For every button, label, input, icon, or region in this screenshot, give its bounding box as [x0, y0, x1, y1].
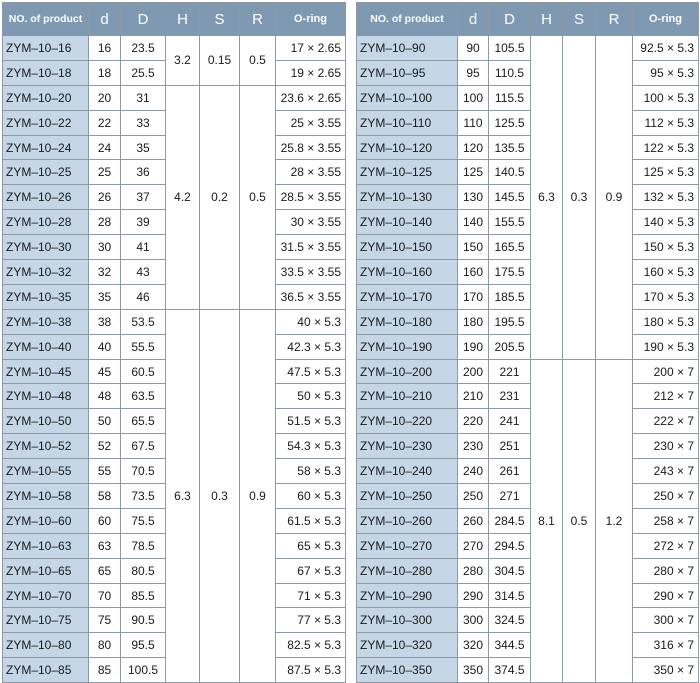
- o-ring-cell: 122 × 5.3: [633, 135, 699, 160]
- product-no-cell: ZYM–10–140: [357, 210, 458, 235]
- d-inner-cell: 20: [89, 85, 121, 110]
- product-table-left: [2, 2, 346, 683]
- table-row: [357, 459, 699, 484]
- r-value-cell: 0.5: [240, 85, 276, 309]
- d-outer-cell: 67.5: [121, 434, 166, 459]
- product-no-cell: ZYM–10–220: [357, 409, 458, 434]
- header-s: S: [200, 3, 240, 36]
- o-ring-cell: 51.5 × 5.3: [276, 409, 346, 434]
- o-ring-cell: 28 × 3.55: [276, 160, 346, 185]
- d-inner-cell: 63: [89, 533, 121, 558]
- d-outer-cell: 95.5: [121, 633, 166, 658]
- table-row: [357, 309, 699, 334]
- d-inner-cell: 48: [89, 384, 121, 409]
- d-outer-cell: 63.5: [121, 384, 166, 409]
- product-no-cell: ZYM–10–58: [3, 484, 89, 509]
- product-no-cell: ZYM–10–260: [357, 508, 458, 533]
- s-value-cell: 0.5: [563, 359, 596, 683]
- header-row: [3, 3, 346, 36]
- product-no-cell: ZYM–10–18: [3, 60, 89, 85]
- product-no-cell: ZYM–10–70: [3, 583, 89, 608]
- d-outer-cell: 105.5: [489, 36, 531, 61]
- header-r: R: [240, 3, 276, 36]
- product-no-cell: ZYM–10–170: [357, 284, 458, 309]
- d-outer-cell: 31: [121, 85, 166, 110]
- product-no-cell: ZYM–10–350: [357, 658, 458, 683]
- d-outer-cell: 85.5: [121, 583, 166, 608]
- d-outer-cell: 78.5: [121, 533, 166, 558]
- d-inner-cell: 240: [458, 459, 489, 484]
- table-row: [357, 36, 699, 61]
- d-inner-cell: 85: [89, 658, 121, 683]
- d-outer-cell: 73.5: [121, 484, 166, 509]
- d-inner-cell: 40: [89, 334, 121, 359]
- table-row: [357, 110, 699, 135]
- d-inner-cell: 220: [458, 409, 489, 434]
- product-no-cell: ZYM–10–130: [357, 185, 458, 210]
- o-ring-cell: 222 × 7: [633, 409, 699, 434]
- table-row: [357, 633, 699, 658]
- d-outer-cell: 165.5: [489, 235, 531, 260]
- d-outer-cell: 185.5: [489, 284, 531, 309]
- product-no-cell: ZYM–10–95: [357, 60, 458, 85]
- o-ring-cell: 40 × 5.3: [276, 309, 346, 334]
- d-inner-cell: 350: [458, 658, 489, 683]
- product-no-cell: ZYM–10–25: [3, 160, 89, 185]
- d-inner-cell: 110: [458, 110, 489, 135]
- d-outer-cell: 35: [121, 135, 166, 160]
- header-product-no: NO. of product: [3, 3, 89, 36]
- d-outer-cell: 37: [121, 185, 166, 210]
- d-outer-cell: 90.5: [121, 608, 166, 633]
- product-no-cell: ZYM–10–160: [357, 260, 458, 285]
- d-inner-cell: 50: [89, 409, 121, 434]
- product-no-cell: ZYM–10–32: [3, 260, 89, 285]
- d-outer-cell: 65.5: [121, 409, 166, 434]
- d-inner-cell: 320: [458, 633, 489, 658]
- table-row: [357, 484, 699, 509]
- d-inner-cell: 210: [458, 384, 489, 409]
- product-no-cell: ZYM–10–300: [357, 608, 458, 633]
- o-ring-cell: 61.5 × 5.3: [276, 508, 346, 533]
- product-no-cell: ZYM–10–85: [3, 658, 89, 683]
- product-no-cell: ZYM–10–210: [357, 384, 458, 409]
- o-ring-cell: 77 × 5.3: [276, 608, 346, 633]
- d-inner-cell: 60: [89, 508, 121, 533]
- d-inner-cell: 35: [89, 284, 121, 309]
- o-ring-cell: 25 × 3.55: [276, 110, 346, 135]
- o-ring-cell: 200 × 7: [633, 359, 699, 384]
- d-outer-cell: 140.5: [489, 160, 531, 185]
- o-ring-cell: 316 × 7: [633, 633, 699, 658]
- d-inner-cell: 190: [458, 334, 489, 359]
- d-outer-cell: 221: [489, 359, 531, 384]
- header-h: H: [166, 3, 200, 36]
- d-outer-cell: 284.5: [489, 508, 531, 533]
- d-inner-cell: 70: [89, 583, 121, 608]
- o-ring-cell: 58 × 5.3: [276, 459, 346, 484]
- d-outer-cell: 195.5: [489, 309, 531, 334]
- table-row: [357, 608, 699, 633]
- header-o-ring: O-ring: [276, 3, 346, 36]
- o-ring-cell: 190 × 5.3: [633, 334, 699, 359]
- header-d-outer: D: [121, 3, 166, 36]
- table-row: [357, 284, 699, 309]
- product-no-cell: ZYM–10–150: [357, 235, 458, 260]
- d-outer-cell: 36: [121, 160, 166, 185]
- product-no-cell: ZYM–10–26: [3, 185, 89, 210]
- d-inner-cell: 52: [89, 434, 121, 459]
- d-outer-cell: 304.5: [489, 558, 531, 583]
- product-no-cell: ZYM–10–16: [3, 36, 89, 61]
- h-value-cell: 4.2: [166, 85, 200, 309]
- o-ring-cell: 290 × 7: [633, 583, 699, 608]
- d-inner-cell: 250: [458, 484, 489, 509]
- d-outer-cell: 205.5: [489, 334, 531, 359]
- d-inner-cell: 290: [458, 583, 489, 608]
- table-row: [357, 533, 699, 558]
- d-outer-cell: 46: [121, 284, 166, 309]
- product-no-cell: ZYM–10–320: [357, 633, 458, 658]
- table-row: [357, 210, 699, 235]
- o-ring-cell: 243 × 7: [633, 459, 699, 484]
- d-outer-cell: 324.5: [489, 608, 531, 633]
- o-ring-cell: 95 × 5.3: [633, 60, 699, 85]
- d-outer-cell: 53.5: [121, 309, 166, 334]
- table-body-right: [357, 36, 699, 683]
- table-row: [357, 160, 699, 185]
- d-inner-cell: 180: [458, 309, 489, 334]
- r-value-cell: 0.9: [596, 36, 633, 360]
- o-ring-cell: 280 × 7: [633, 558, 699, 583]
- d-outer-cell: 55.5: [121, 334, 166, 359]
- table-body-left: [3, 36, 346, 683]
- r-value-cell: 0.9: [240, 309, 276, 682]
- d-outer-cell: 261: [489, 459, 531, 484]
- d-outer-cell: 374.5: [489, 658, 531, 683]
- o-ring-cell: 180 × 5.3: [633, 309, 699, 334]
- o-ring-cell: 65 × 5.3: [276, 533, 346, 558]
- d-outer-cell: 33: [121, 110, 166, 135]
- d-inner-cell: 28: [89, 210, 121, 235]
- o-ring-cell: 250 × 7: [633, 484, 699, 509]
- o-ring-cell: 19 × 2.65: [276, 60, 346, 85]
- r-value-cell: 0.5: [240, 36, 276, 86]
- table-row: [357, 583, 699, 608]
- header-product-no: NO. of product: [357, 3, 458, 36]
- o-ring-cell: 212 × 7: [633, 384, 699, 409]
- d-outer-cell: 135.5: [489, 135, 531, 160]
- o-ring-cell: 87.5 × 5.3: [276, 658, 346, 683]
- d-inner-cell: 100: [458, 85, 489, 110]
- o-ring-cell: 71 × 5.3: [276, 583, 346, 608]
- d-outer-cell: 80.5: [121, 558, 166, 583]
- o-ring-cell: 300 × 7: [633, 608, 699, 633]
- table-row: [357, 235, 699, 260]
- table-row: [3, 309, 346, 334]
- d-inner-cell: 140: [458, 210, 489, 235]
- product-no-cell: ZYM–10–180: [357, 309, 458, 334]
- s-value-cell: 0.3: [563, 36, 596, 360]
- d-outer-cell: 110.5: [489, 60, 531, 85]
- header-r: R: [596, 3, 633, 36]
- s-value-cell: 0.2: [200, 85, 240, 309]
- o-ring-cell: 54.3 × 5.3: [276, 434, 346, 459]
- o-ring-cell: 230 × 7: [633, 434, 699, 459]
- d-inner-cell: 80: [89, 633, 121, 658]
- o-ring-cell: 33.5 × 3.55: [276, 260, 346, 285]
- table-row: [357, 334, 699, 359]
- product-no-cell: ZYM–10–65: [3, 558, 89, 583]
- product-no-cell: ZYM–10–45: [3, 359, 89, 384]
- d-inner-cell: 150: [458, 235, 489, 260]
- product-no-cell: ZYM–10–80: [3, 633, 89, 658]
- product-no-cell: ZYM–10–28: [3, 210, 89, 235]
- d-inner-cell: 26: [89, 185, 121, 210]
- o-ring-cell: 31.5 × 3.55: [276, 235, 346, 260]
- header-h: H: [531, 3, 563, 36]
- d-outer-cell: 231: [489, 384, 531, 409]
- product-no-cell: ZYM–10–60: [3, 508, 89, 533]
- o-ring-cell: 82.5 × 5.3: [276, 633, 346, 658]
- d-outer-cell: 60.5: [121, 359, 166, 384]
- d-inner-cell: 200: [458, 359, 489, 384]
- header-row: [357, 3, 699, 36]
- product-no-cell: ZYM–10–24: [3, 135, 89, 160]
- o-ring-cell: 150 × 5.3: [633, 235, 699, 260]
- product-no-cell: ZYM–10–250: [357, 484, 458, 509]
- product-no-cell: ZYM–10–63: [3, 533, 89, 558]
- header-d-inner: d: [458, 3, 489, 36]
- d-outer-cell: 43: [121, 260, 166, 285]
- d-inner-cell: 75: [89, 608, 121, 633]
- o-ring-cell: 17 × 2.65: [276, 36, 346, 61]
- o-ring-cell: 125 × 5.3: [633, 160, 699, 185]
- table-row: [357, 260, 699, 285]
- product-no-cell: ZYM–10–290: [357, 583, 458, 608]
- d-outer-cell: 75.5: [121, 508, 166, 533]
- table-row: [3, 36, 346, 61]
- d-outer-cell: 25.5: [121, 60, 166, 85]
- d-inner-cell: 45: [89, 359, 121, 384]
- h-value-cell: 3.2: [166, 36, 200, 86]
- product-no-cell: ZYM–10–200: [357, 359, 458, 384]
- d-inner-cell: 170: [458, 284, 489, 309]
- product-no-cell: ZYM–10–35: [3, 284, 89, 309]
- header-d-outer: D: [489, 3, 531, 36]
- d-outer-cell: 145.5: [489, 185, 531, 210]
- d-inner-cell: 22: [89, 110, 121, 135]
- d-inner-cell: 300: [458, 608, 489, 633]
- d-inner-cell: 38: [89, 309, 121, 334]
- d-inner-cell: 260: [458, 508, 489, 533]
- d-outer-cell: 251: [489, 434, 531, 459]
- o-ring-cell: 28.5 × 3.55: [276, 185, 346, 210]
- o-ring-cell: 30 × 3.55: [276, 210, 346, 235]
- d-inner-cell: 25: [89, 160, 121, 185]
- d-outer-cell: 41: [121, 235, 166, 260]
- table-row: [357, 359, 699, 384]
- table-row: [357, 434, 699, 459]
- product-no-cell: ZYM–10–48: [3, 384, 89, 409]
- d-outer-cell: 125.5: [489, 110, 531, 135]
- o-ring-cell: 36.5 × 3.55: [276, 284, 346, 309]
- o-ring-cell: 23.6 × 2.65: [276, 85, 346, 110]
- o-ring-cell: 258 × 7: [633, 508, 699, 533]
- product-no-cell: ZYM–10–110: [357, 110, 458, 135]
- d-outer-cell: 155.5: [489, 210, 531, 235]
- d-inner-cell: 120: [458, 135, 489, 160]
- o-ring-cell: 50 × 5.3: [276, 384, 346, 409]
- table-row: [357, 658, 699, 683]
- d-inner-cell: 230: [458, 434, 489, 459]
- s-value-cell: 0.3: [200, 309, 240, 682]
- d-inner-cell: 280: [458, 558, 489, 583]
- d-outer-cell: 23.5: [121, 36, 166, 61]
- d-inner-cell: 24: [89, 135, 121, 160]
- product-no-cell: ZYM–10–20: [3, 85, 89, 110]
- d-inner-cell: 160: [458, 260, 489, 285]
- s-value-cell: 0.15: [200, 36, 240, 86]
- product-no-cell: ZYM–10–55: [3, 459, 89, 484]
- d-outer-cell: 115.5: [489, 85, 531, 110]
- d-inner-cell: 55: [89, 459, 121, 484]
- d-inner-cell: 16: [89, 36, 121, 61]
- product-no-cell: ZYM–10–40: [3, 334, 89, 359]
- o-ring-cell: 160 × 5.3: [633, 260, 699, 285]
- product-no-cell: ZYM–10–75: [3, 608, 89, 633]
- d-outer-cell: 70.5: [121, 459, 166, 484]
- o-ring-cell: 25.8 × 3.55: [276, 135, 346, 160]
- d-outer-cell: 344.5: [489, 633, 531, 658]
- o-ring-cell: 47.5 × 5.3: [276, 359, 346, 384]
- product-no-cell: ZYM–10–90: [357, 36, 458, 61]
- table-row: [3, 85, 346, 110]
- d-inner-cell: 30: [89, 235, 121, 260]
- d-inner-cell: 18: [89, 60, 121, 85]
- table-row: [357, 135, 699, 160]
- d-inner-cell: 58: [89, 484, 121, 509]
- o-ring-cell: 140 × 5.3: [633, 210, 699, 235]
- product-no-cell: ZYM–10–280: [357, 558, 458, 583]
- o-ring-cell: 60 × 5.3: [276, 484, 346, 509]
- product-no-cell: ZYM–10–30: [3, 235, 89, 260]
- o-ring-cell: 112 × 5.3: [633, 110, 699, 135]
- product-no-cell: ZYM–10–190: [357, 334, 458, 359]
- product-no-cell: ZYM–10–120: [357, 135, 458, 160]
- h-value-cell: 8.1: [531, 359, 563, 683]
- product-no-cell: ZYM–10–125: [357, 160, 458, 185]
- o-ring-cell: 170 × 5.3: [633, 284, 699, 309]
- d-inner-cell: 270: [458, 533, 489, 558]
- product-no-cell: ZYM–10–52: [3, 434, 89, 459]
- table-row: [357, 384, 699, 409]
- o-ring-cell: 42.3 × 5.3: [276, 334, 346, 359]
- d-outer-cell: 294.5: [489, 533, 531, 558]
- header-d-inner: d: [89, 3, 121, 36]
- product-no-cell: ZYM–10–230: [357, 434, 458, 459]
- header-s: S: [563, 3, 596, 36]
- d-inner-cell: 95: [458, 60, 489, 85]
- d-inner-cell: 65: [89, 558, 121, 583]
- d-outer-cell: 100.5: [121, 658, 166, 683]
- o-ring-cell: 67 × 5.3: [276, 558, 346, 583]
- d-outer-cell: 271: [489, 484, 531, 509]
- table-row: [357, 60, 699, 85]
- d-outer-cell: 39: [121, 210, 166, 235]
- d-inner-cell: 32: [89, 260, 121, 285]
- d-inner-cell: 90: [458, 36, 489, 61]
- product-no-cell: ZYM–10–100: [357, 85, 458, 110]
- o-ring-cell: 350 × 7: [633, 658, 699, 683]
- header-o-ring: O-ring: [633, 3, 699, 36]
- o-ring-cell: 100 × 5.3: [633, 85, 699, 110]
- table-row: [357, 409, 699, 434]
- product-no-cell: ZYM–10–50: [3, 409, 89, 434]
- product-no-cell: ZYM–10–38: [3, 309, 89, 334]
- o-ring-cell: 132 × 5.3: [633, 185, 699, 210]
- d-outer-cell: 175.5: [489, 260, 531, 285]
- table-row: [357, 508, 699, 533]
- table-row: [357, 85, 699, 110]
- o-ring-cell: 272 × 7: [633, 533, 699, 558]
- d-inner-cell: 125: [458, 160, 489, 185]
- r-value-cell: 1.2: [596, 359, 633, 683]
- o-ring-cell: 92.5 × 5.3: [633, 36, 699, 61]
- table-row: [357, 185, 699, 210]
- product-table-right: [356, 2, 699, 683]
- d-outer-cell: 314.5: [489, 583, 531, 608]
- table-row: [357, 558, 699, 583]
- product-no-cell: ZYM–10–240: [357, 459, 458, 484]
- d-inner-cell: 130: [458, 185, 489, 210]
- d-outer-cell: 241: [489, 409, 531, 434]
- h-value-cell: 6.3: [166, 309, 200, 682]
- h-value-cell: 6.3: [531, 36, 563, 360]
- product-no-cell: ZYM–10–270: [357, 533, 458, 558]
- product-no-cell: ZYM–10–22: [3, 110, 89, 135]
